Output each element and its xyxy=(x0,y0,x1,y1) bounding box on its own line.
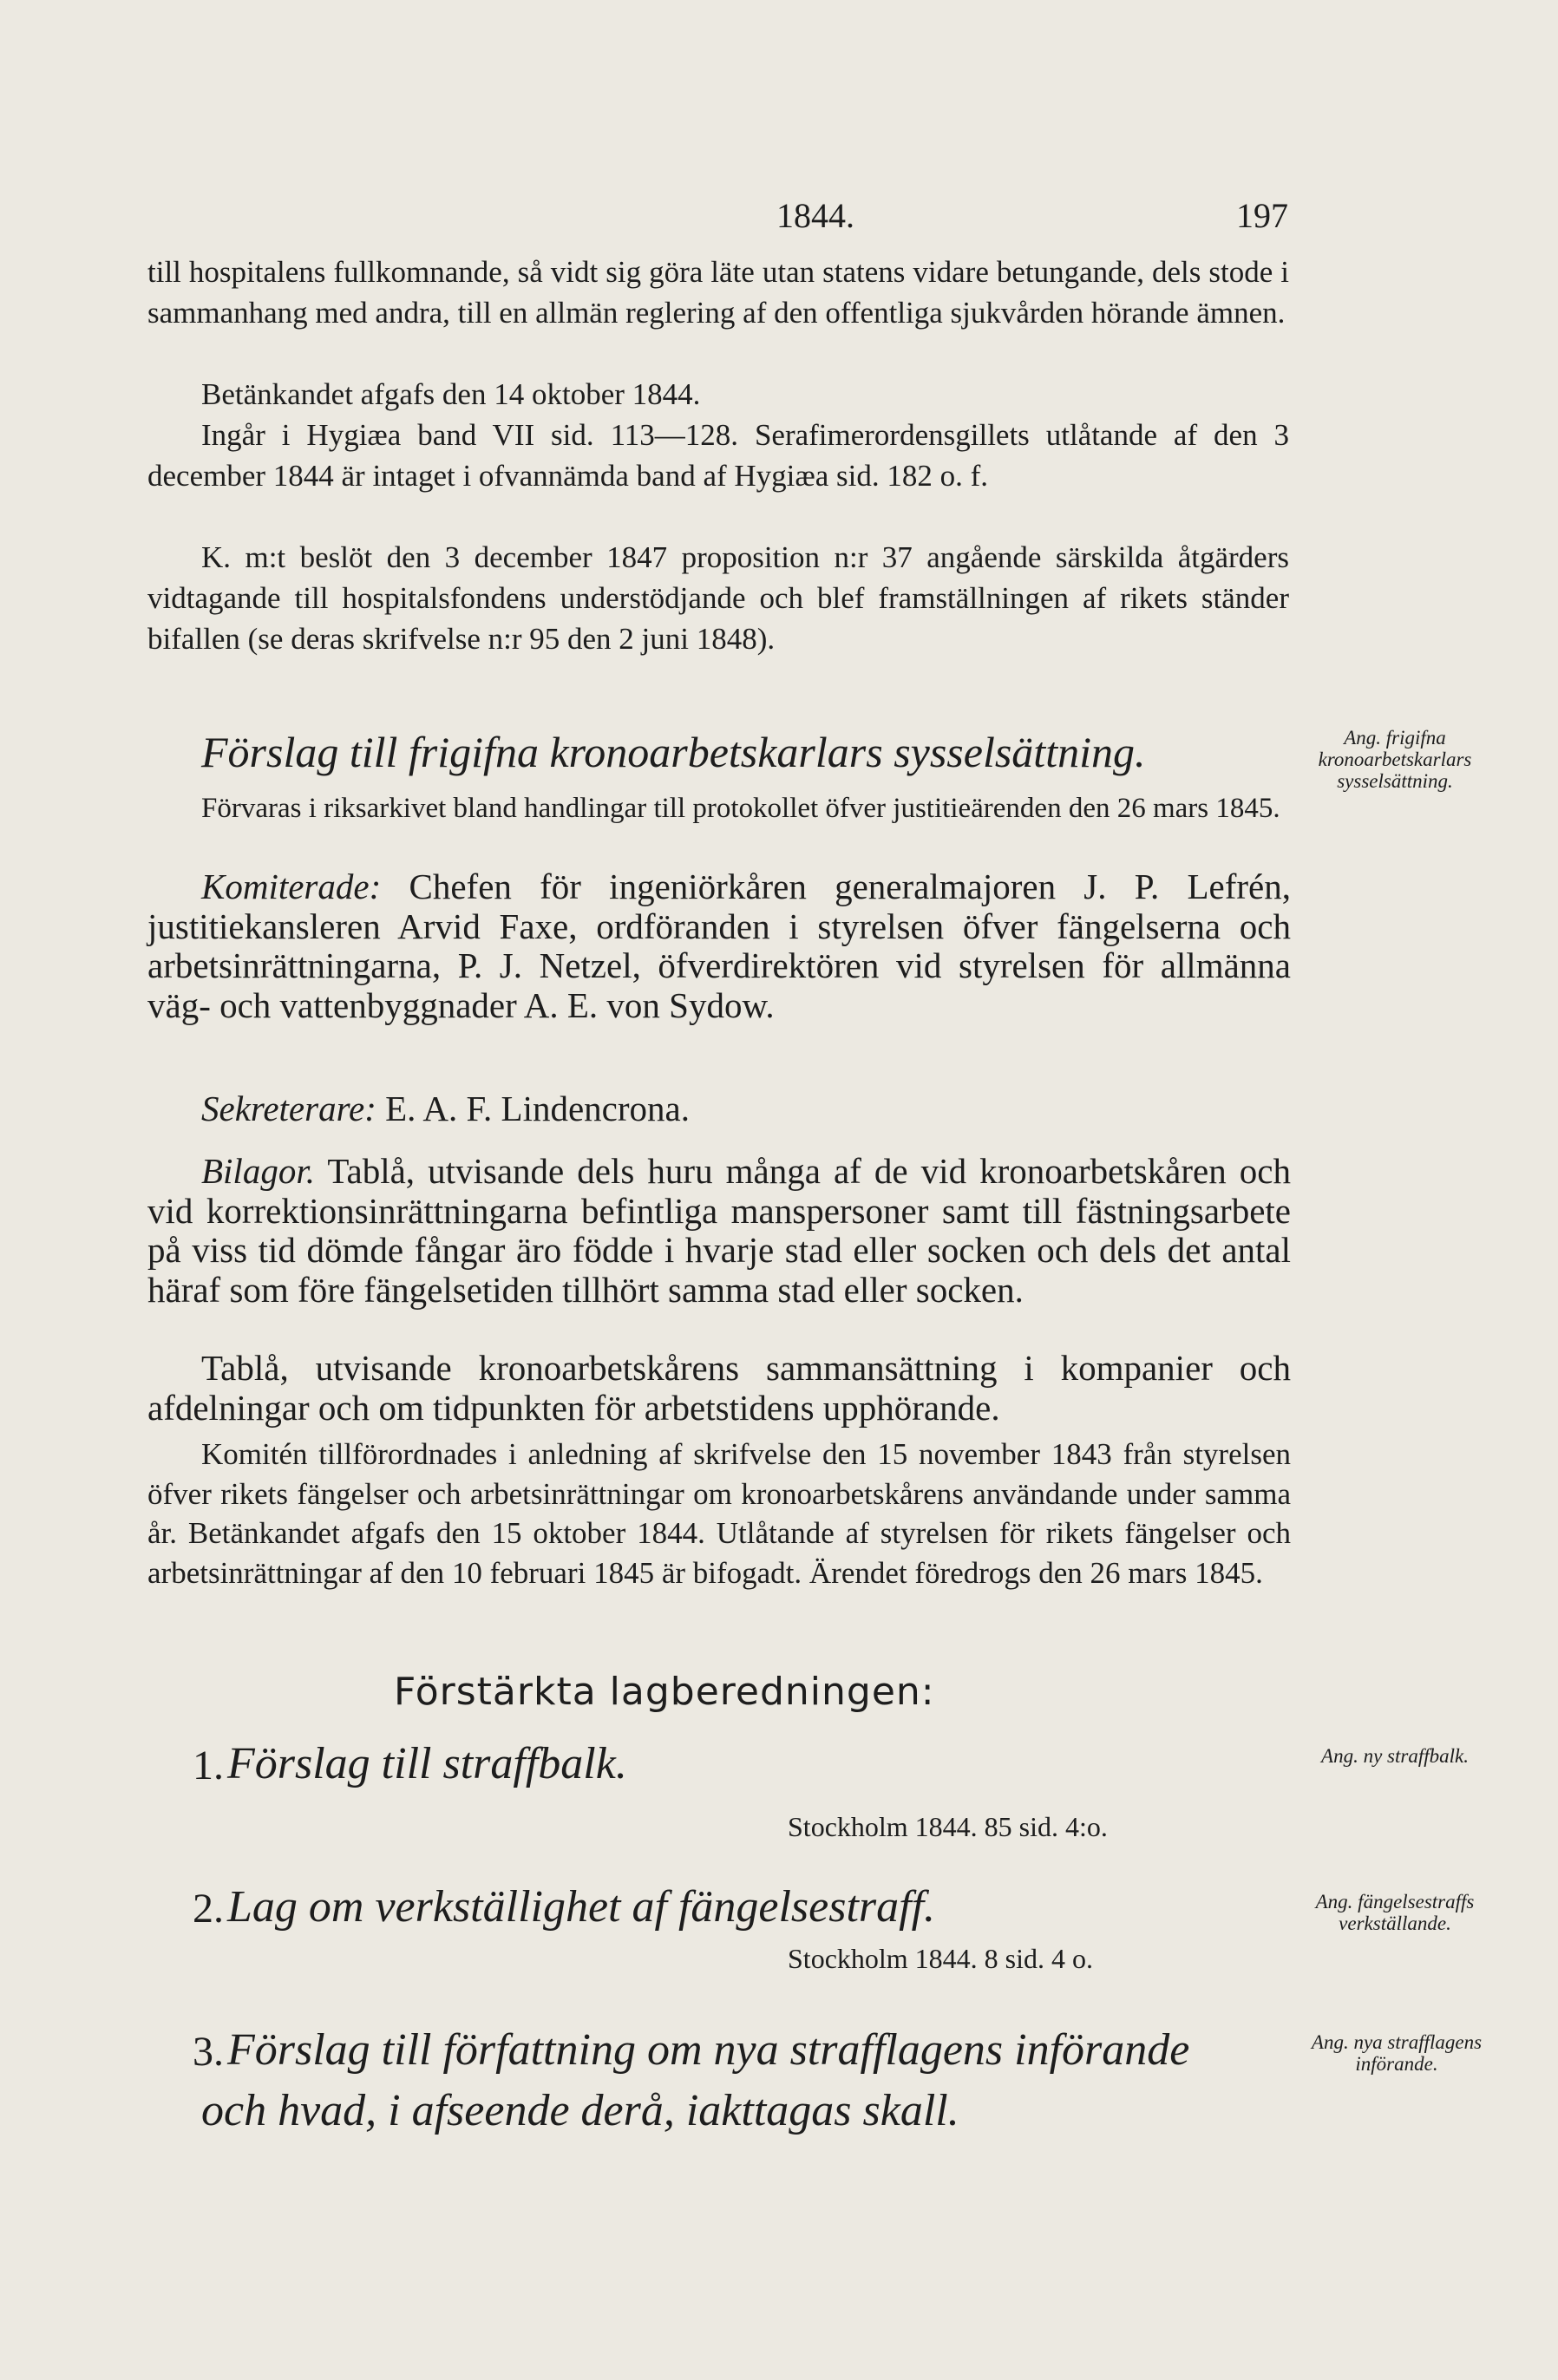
margin-note-item-2: Ang. fängelsestraffs verkställande. xyxy=(1315,1891,1475,1934)
item-title: Lag om verkställighet af fängelsestraff. xyxy=(227,1882,936,1932)
annex-label: Bilagor. xyxy=(201,1151,315,1191)
margin-note-item-1: Ang. ny straffbalk. xyxy=(1321,1745,1469,1767)
item-number: 2. xyxy=(193,1886,224,1932)
annex-paragraph xyxy=(147,1152,1291,1310)
entry-title: Förslag till frigifna kronoarbetskarlars sysselsättning. xyxy=(201,728,1146,776)
committee-label: Komiterade: xyxy=(201,866,382,906)
intro-line-2: Betänkandet afgafs den 14 oktober 1844. xyxy=(201,377,701,411)
intro-paragraph-4: K. m:t beslöt den 3 december 1847 proposition n:r 37 angående särskilda åtgärders vidtagande till hospitalsfondens understödjande och blef framställningen af rikets ständer bifallen (se deras skrifvelse n:r 95 den 2 juni 1848). xyxy=(147,540,1289,656)
annex-paragraph-2: Tablå, utvisande kronoarbetskårens sammansättning i kompanier och afdelningar och om tidpunkten för arbetstidens upphörande. xyxy=(147,1348,1291,1428)
item-title-line-1: Förslag till författning om nya strafflagens införande xyxy=(227,2025,1190,2075)
item-imprint: Stockholm 1844. 8 sid. 4 o. xyxy=(788,1943,1094,1974)
item-number: 1. xyxy=(193,1742,224,1788)
secretary-label: Sekreterare: xyxy=(201,1089,376,1128)
committee-note: Komitén tillförordnades i anledning af skrifvelse den 15 november 1843 från styrelsen öfver rikets fängelser och arbetsinrättningar om kronoarbetskårens användande under samma år. Betänkandet afgafs den 15 oktober 1844. Utlåtande af styrelsen för rikets fängelser och arbetsinrättningar af den 10 februari 1845 är bifogadt. Ärendet föredrogs den 26 mars 1845. xyxy=(147,1437,1291,1590)
committee-members: Chefen för ingeniörkåren generalmajoren J. P. Lefrén, justitiekansleren Arvid Faxe, ordföranden i styrelsen öfver fängelserna och arbetsinrättningarna, P. J. Netzel, öfverdirektören vid styrelsen för allmänna väg- och vattenbyggnader A. E. von Sydow. xyxy=(147,866,1291,1025)
item-imprint: Stockholm 1844. 85 sid. 4:o. xyxy=(788,1811,1108,1842)
secretary-paragraph xyxy=(147,1089,1291,1129)
margin-note-entry-1: Ang. frigifna kronoarbetskarlars sysselsättning. xyxy=(1318,727,1472,792)
archive-note: Förvaras i riksarkivet bland handlingar till protokollet öfver justitieärenden den 26 mars 1845. xyxy=(201,793,1280,824)
secretary-name: E. A. F. Lindencrona. xyxy=(385,1089,690,1128)
intro-paragraph-3: Ingår i Hygiæa band VII sid. 113—128. Serafimerordensgillets utlåtande af den 3 december 1844 är intaget i ofvannämda band af Hygiæa sid. 182 o. f. xyxy=(147,418,1289,493)
section-heading: Förstärkta lagberedningen: xyxy=(394,1670,935,1714)
annex-text: Tablå, utvisande dels huru många af de vid kronoarbetskåren och vid korrektionsinrättningarna befintliga manspersoner samt till fästningsarbete på viss tid dömde fångar äro födde i hvarje stad eller socken och dels det antal häraf som före fängelsetiden tillhört samma stad eller socken. xyxy=(147,1151,1291,1310)
item-number: 3. xyxy=(193,2029,224,2075)
margin-note-item-3: Ang. nya strafflagens införande. xyxy=(1311,2031,1483,2075)
page-number: 197 xyxy=(1236,196,1288,235)
item-title: Förslag till straffbalk. xyxy=(227,1739,627,1788)
running-head-year: 1844. xyxy=(776,196,854,235)
intro-paragraph-1: till hospitalens fullkomnande, så vidt sig göra läte utan statens vidare betungande, dels stode i sammanhang med andra, till en allmän reglering af den offentliga sjukvården hörande ämnen. xyxy=(147,255,1289,330)
committee-paragraph xyxy=(147,867,1291,1025)
item-title-line-2: och hvad, i afseende derå, iakttagas skall. xyxy=(201,2086,959,2135)
